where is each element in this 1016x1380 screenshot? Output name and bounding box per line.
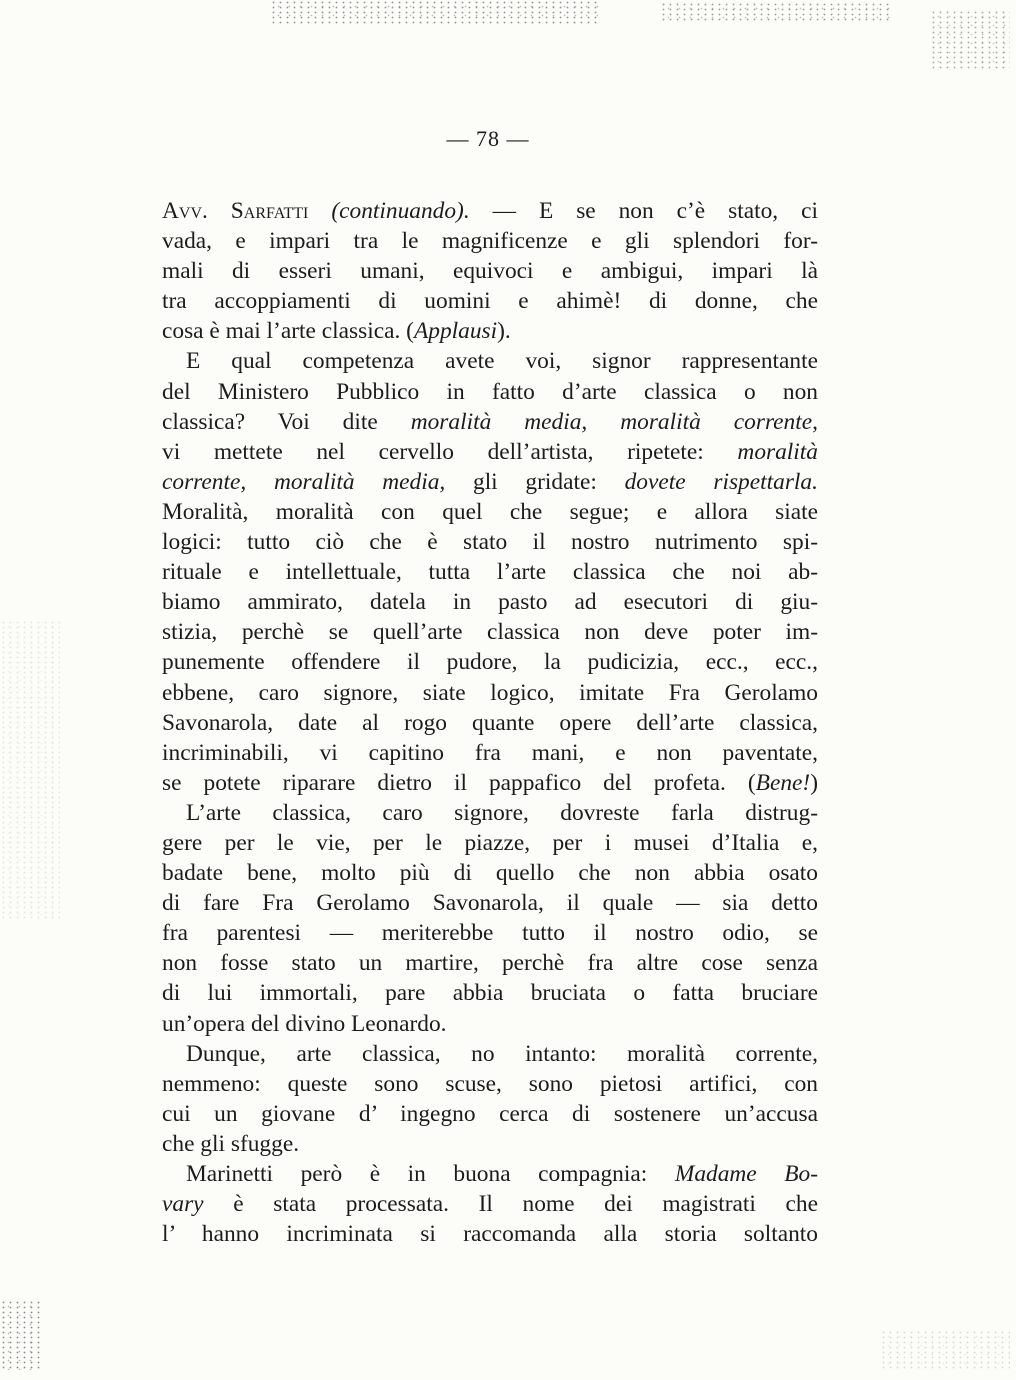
text-line: tra accoppiamenti di uomini e ahimè! di donne, che [162, 288, 818, 315]
text-line: Avv. Sarfatti (continuando). — E se non c’è stato, ci [162, 198, 818, 224]
text-line: Moralità, moralità con quel che segue; e allora siate [162, 498, 818, 525]
text-line: vary è stata processata. Il nome dei magistrati che [162, 1191, 818, 1218]
text-line: vada, e impari tra le magnificenze e gli splendori for- [162, 228, 818, 255]
text-line: corrente, moralità media, gli gridate: dovete rispettarla. [162, 468, 818, 495]
text-line: classica? Voi dite moralità media, moralità corrente, [162, 408, 818, 435]
text-line: non fosse stato un martire, perchè fra altre cose senza [162, 950, 818, 977]
text-line: del Ministero Pubblico in fatto d’arte classica o non [162, 378, 818, 405]
text-line: gere per le vie, per le piazze, per i musei d’Italia e, [162, 829, 818, 856]
text-line: l’ hanno incriminata si raccomanda alla storia soltanto [162, 1221, 818, 1248]
text-line: logici: tutto ciò che è stato il nostro nutrimento spi- [162, 529, 818, 556]
text-line: di lui immortali, pare abbia bruciata o fatta bruciare [162, 980, 818, 1007]
body-text [162, 196, 818, 1249]
text-line: ebbene, caro signore, siate logico, imitate Fra Gerolamo [162, 679, 818, 706]
text-line: stizia, perchè se quell’arte classica non deve poter im- [162, 619, 818, 646]
scan-speckle-left [0, 620, 60, 920]
text-line: Savonarola, date al rogo quante opere dell’arte classica, [162, 709, 818, 736]
text-line: di fare Fra Gerolamo Savonarola, il quale — sia detto [162, 890, 818, 917]
text-line: L’arte classica, caro signore, dovreste farla distrug- [186, 799, 818, 826]
text-line: fra parentesi — meriterebbe tutto il nostro odio, se [162, 920, 818, 947]
scan-speckle-top-right [660, 2, 890, 22]
text-line: cosa è mai l’arte classica. (Applausi). [162, 318, 511, 345]
text-line: incriminabili, vi capitino fra mani, e non paventate, [162, 739, 818, 766]
text-line: un’opera del divino Leonardo. [162, 1010, 447, 1037]
scan-speckle-top [270, 0, 600, 24]
text-line: rituale e intellettuale, tutta l’arte classica che noi ab- [162, 559, 818, 586]
text-line: che gli sfugge. [162, 1130, 300, 1157]
scan-speckle-corner [930, 10, 1010, 70]
speaker-name: Avv. Sarfatti [162, 198, 309, 224]
text-line: cui un giovane d’ ingegno cerca di sostenere un’accusa [162, 1100, 818, 1127]
text-line: se potete riparare dietro il pappafico del profeta. (Bene!) [162, 769, 818, 796]
text-line: nemmeno: queste sono scuse, sono pietosi artifici, con [162, 1070, 818, 1097]
text-line: Dunque, arte classica, no intanto: moralità corrente, [186, 1040, 818, 1067]
text-line: badate bene, molto più di quello che non abbia osato [162, 860, 818, 887]
text-line: mali di esseri umani, equivoci e ambigui, impari là [162, 258, 818, 285]
text-line: E qual competenza avete voi, signor rappresentante [186, 348, 818, 375]
text-line: Marinetti però è in buona compagnia: Madame Bo- [186, 1161, 818, 1187]
page-number: — 78 — [446, 126, 530, 151]
text-line: biamo ammirato, datela in pasto ad esecutori di giu- [162, 589, 818, 616]
text-line: punemente offendere il pudore, la pudicizia, ecc., ecc., [162, 649, 818, 676]
scan-speckle-bottom-left [0, 1300, 40, 1370]
stage-direction: (continuando). [331, 198, 470, 224]
text-line: vi mettete nel cervello dell’artista, ripetete: moralità [162, 438, 818, 465]
scan-speckle-bottom-right [880, 1330, 1010, 1370]
